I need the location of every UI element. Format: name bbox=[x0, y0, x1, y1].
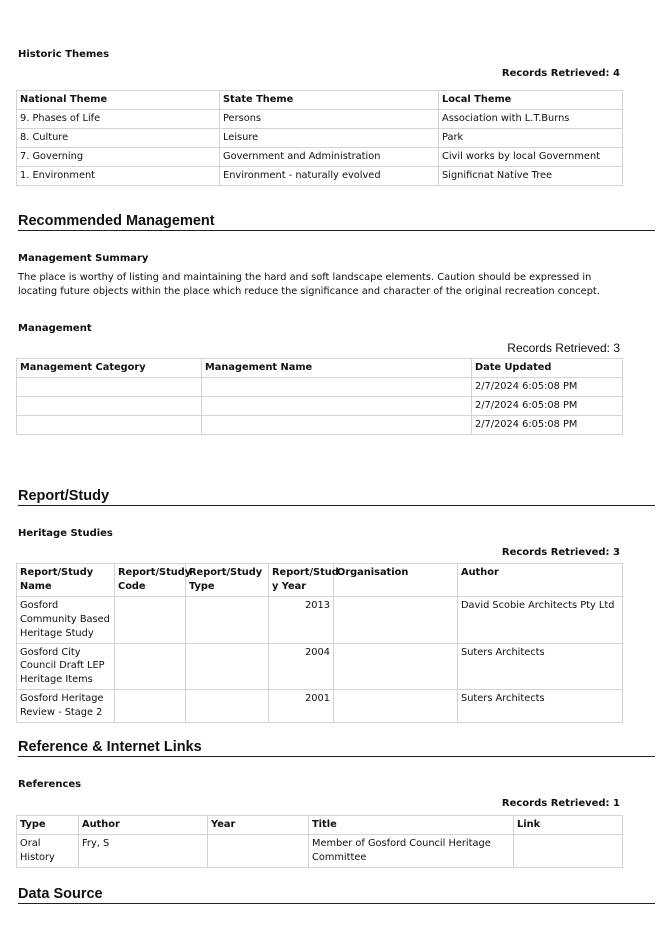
column-header: Report/Study Name bbox=[17, 564, 115, 597]
column-header: Type bbox=[17, 816, 79, 835]
management-table bbox=[16, 358, 623, 435]
historic-themes-records: Records Retrieved: 4 bbox=[501, 68, 620, 79]
management-title: Management bbox=[18, 323, 92, 334]
table-cell: Gosford Heritage Review - Stage 2 bbox=[17, 690, 115, 723]
table-cell: Suters Architects bbox=[458, 643, 623, 690]
table-cell bbox=[115, 643, 186, 690]
column-header: Management Category bbox=[17, 359, 202, 378]
table-cell bbox=[208, 834, 309, 867]
column-header: State Theme bbox=[220, 91, 439, 110]
table-cell: 2013 bbox=[269, 596, 334, 643]
column-header: Author bbox=[458, 564, 623, 597]
table-row bbox=[17, 596, 623, 643]
table-cell[interactable] bbox=[514, 834, 623, 867]
management-records: Records Retrieved: 3 bbox=[507, 341, 620, 355]
column-header: National Theme bbox=[17, 91, 220, 110]
column-header: Author bbox=[79, 816, 208, 835]
table-cell bbox=[17, 415, 202, 434]
column-header: Organisation bbox=[334, 564, 458, 597]
column-header: Management Name bbox=[202, 359, 472, 378]
table-row bbox=[17, 834, 623, 867]
recommended-management-heading: Recommended Management bbox=[18, 213, 655, 231]
table-row bbox=[17, 643, 623, 690]
table-cell bbox=[202, 396, 472, 415]
table-cell: Civil works by local Government bbox=[439, 147, 623, 166]
table-cell: 1. Environment bbox=[17, 166, 220, 185]
table-cell: Fry, S bbox=[79, 834, 208, 867]
table-row bbox=[17, 109, 623, 128]
table-cell: Oral History bbox=[17, 834, 79, 867]
table-row bbox=[17, 128, 623, 147]
table-row bbox=[17, 147, 623, 166]
table-row bbox=[17, 166, 623, 185]
table-header-row bbox=[17, 359, 623, 378]
table-cell: Environment - naturally evolved bbox=[220, 166, 439, 185]
table-cell bbox=[115, 596, 186, 643]
table-cell: 2/7/2024 6:05:08 PM bbox=[472, 377, 623, 396]
column-header: Year bbox=[208, 816, 309, 835]
column-header: Report/Stud y Year bbox=[269, 564, 334, 597]
table-cell bbox=[186, 643, 269, 690]
table-cell bbox=[334, 596, 458, 643]
table-row bbox=[17, 690, 623, 723]
table-cell: Persons bbox=[220, 109, 439, 128]
column-header: Date Updated bbox=[472, 359, 623, 378]
references-records: Records Retrieved: 1 bbox=[501, 798, 620, 809]
table-cell: 9. Phases of Life bbox=[17, 109, 220, 128]
table-header-row bbox=[17, 564, 623, 597]
table-cell bbox=[17, 377, 202, 396]
table-cell: 2004 bbox=[269, 643, 334, 690]
table-cell bbox=[334, 690, 458, 723]
table-cell: Association with L.T.Burns bbox=[439, 109, 623, 128]
column-header: Link bbox=[514, 816, 623, 835]
management-summary-title: Management Summary bbox=[18, 253, 149, 264]
historic-themes-table bbox=[16, 90, 623, 186]
heritage-studies-table bbox=[16, 563, 623, 723]
table-cell: Suters Architects bbox=[458, 690, 623, 723]
report-study-heading: Report/Study bbox=[18, 488, 655, 506]
heritage-studies-records: Records Retrieved: 3 bbox=[501, 547, 620, 558]
table-header-row bbox=[17, 91, 623, 110]
table-row bbox=[17, 377, 623, 396]
table-cell bbox=[186, 596, 269, 643]
table-cell: Leisure bbox=[220, 128, 439, 147]
table-cell: 2/7/2024 6:05:08 PM bbox=[472, 396, 623, 415]
table-header-row bbox=[17, 816, 623, 835]
table-cell bbox=[334, 643, 458, 690]
references-table bbox=[16, 815, 623, 868]
table-row bbox=[17, 415, 623, 434]
table-cell bbox=[115, 690, 186, 723]
column-header: Report/Study Type bbox=[186, 564, 269, 597]
reference-links-heading: Reference & Internet Links bbox=[18, 739, 655, 757]
column-header: Local Theme bbox=[439, 91, 623, 110]
table-cell: Gosford Community Based Heritage Study bbox=[17, 596, 115, 643]
data-source-heading: Data Source bbox=[18, 886, 655, 904]
management-summary-text: The place is worthy of listing and maintaining the hard and soft landscape elements. Caution should be expressed in locating future objects within the place which reduce the significance and character of the original recreation concept. bbox=[18, 272, 600, 298]
table-cell: Member of Gosford Council Heritage Committee bbox=[309, 834, 514, 867]
table-cell: 2/7/2024 6:05:08 PM bbox=[472, 415, 623, 434]
table-cell: Gosford City Council Draft LEP Heritage Items bbox=[17, 643, 115, 690]
historic-themes-title: Historic Themes bbox=[18, 49, 110, 60]
table-cell bbox=[202, 377, 472, 396]
column-header: Report/Study Code bbox=[115, 564, 186, 597]
table-cell: Government and Administration bbox=[220, 147, 439, 166]
table-cell bbox=[17, 396, 202, 415]
table-cell bbox=[186, 690, 269, 723]
table-cell: 7. Governing bbox=[17, 147, 220, 166]
references-title: References bbox=[18, 779, 82, 790]
table-cell: David Scobie Architects Pty Ltd bbox=[458, 596, 623, 643]
heritage-studies-title: Heritage Studies bbox=[18, 528, 113, 539]
table-cell: Significnat Native Tree bbox=[439, 166, 623, 185]
table-cell: 2001 bbox=[269, 690, 334, 723]
table-cell bbox=[202, 415, 472, 434]
table-cell: 8. Culture bbox=[17, 128, 220, 147]
table-cell: Park bbox=[439, 128, 623, 147]
column-header: Title bbox=[309, 816, 514, 835]
table-row bbox=[17, 396, 623, 415]
